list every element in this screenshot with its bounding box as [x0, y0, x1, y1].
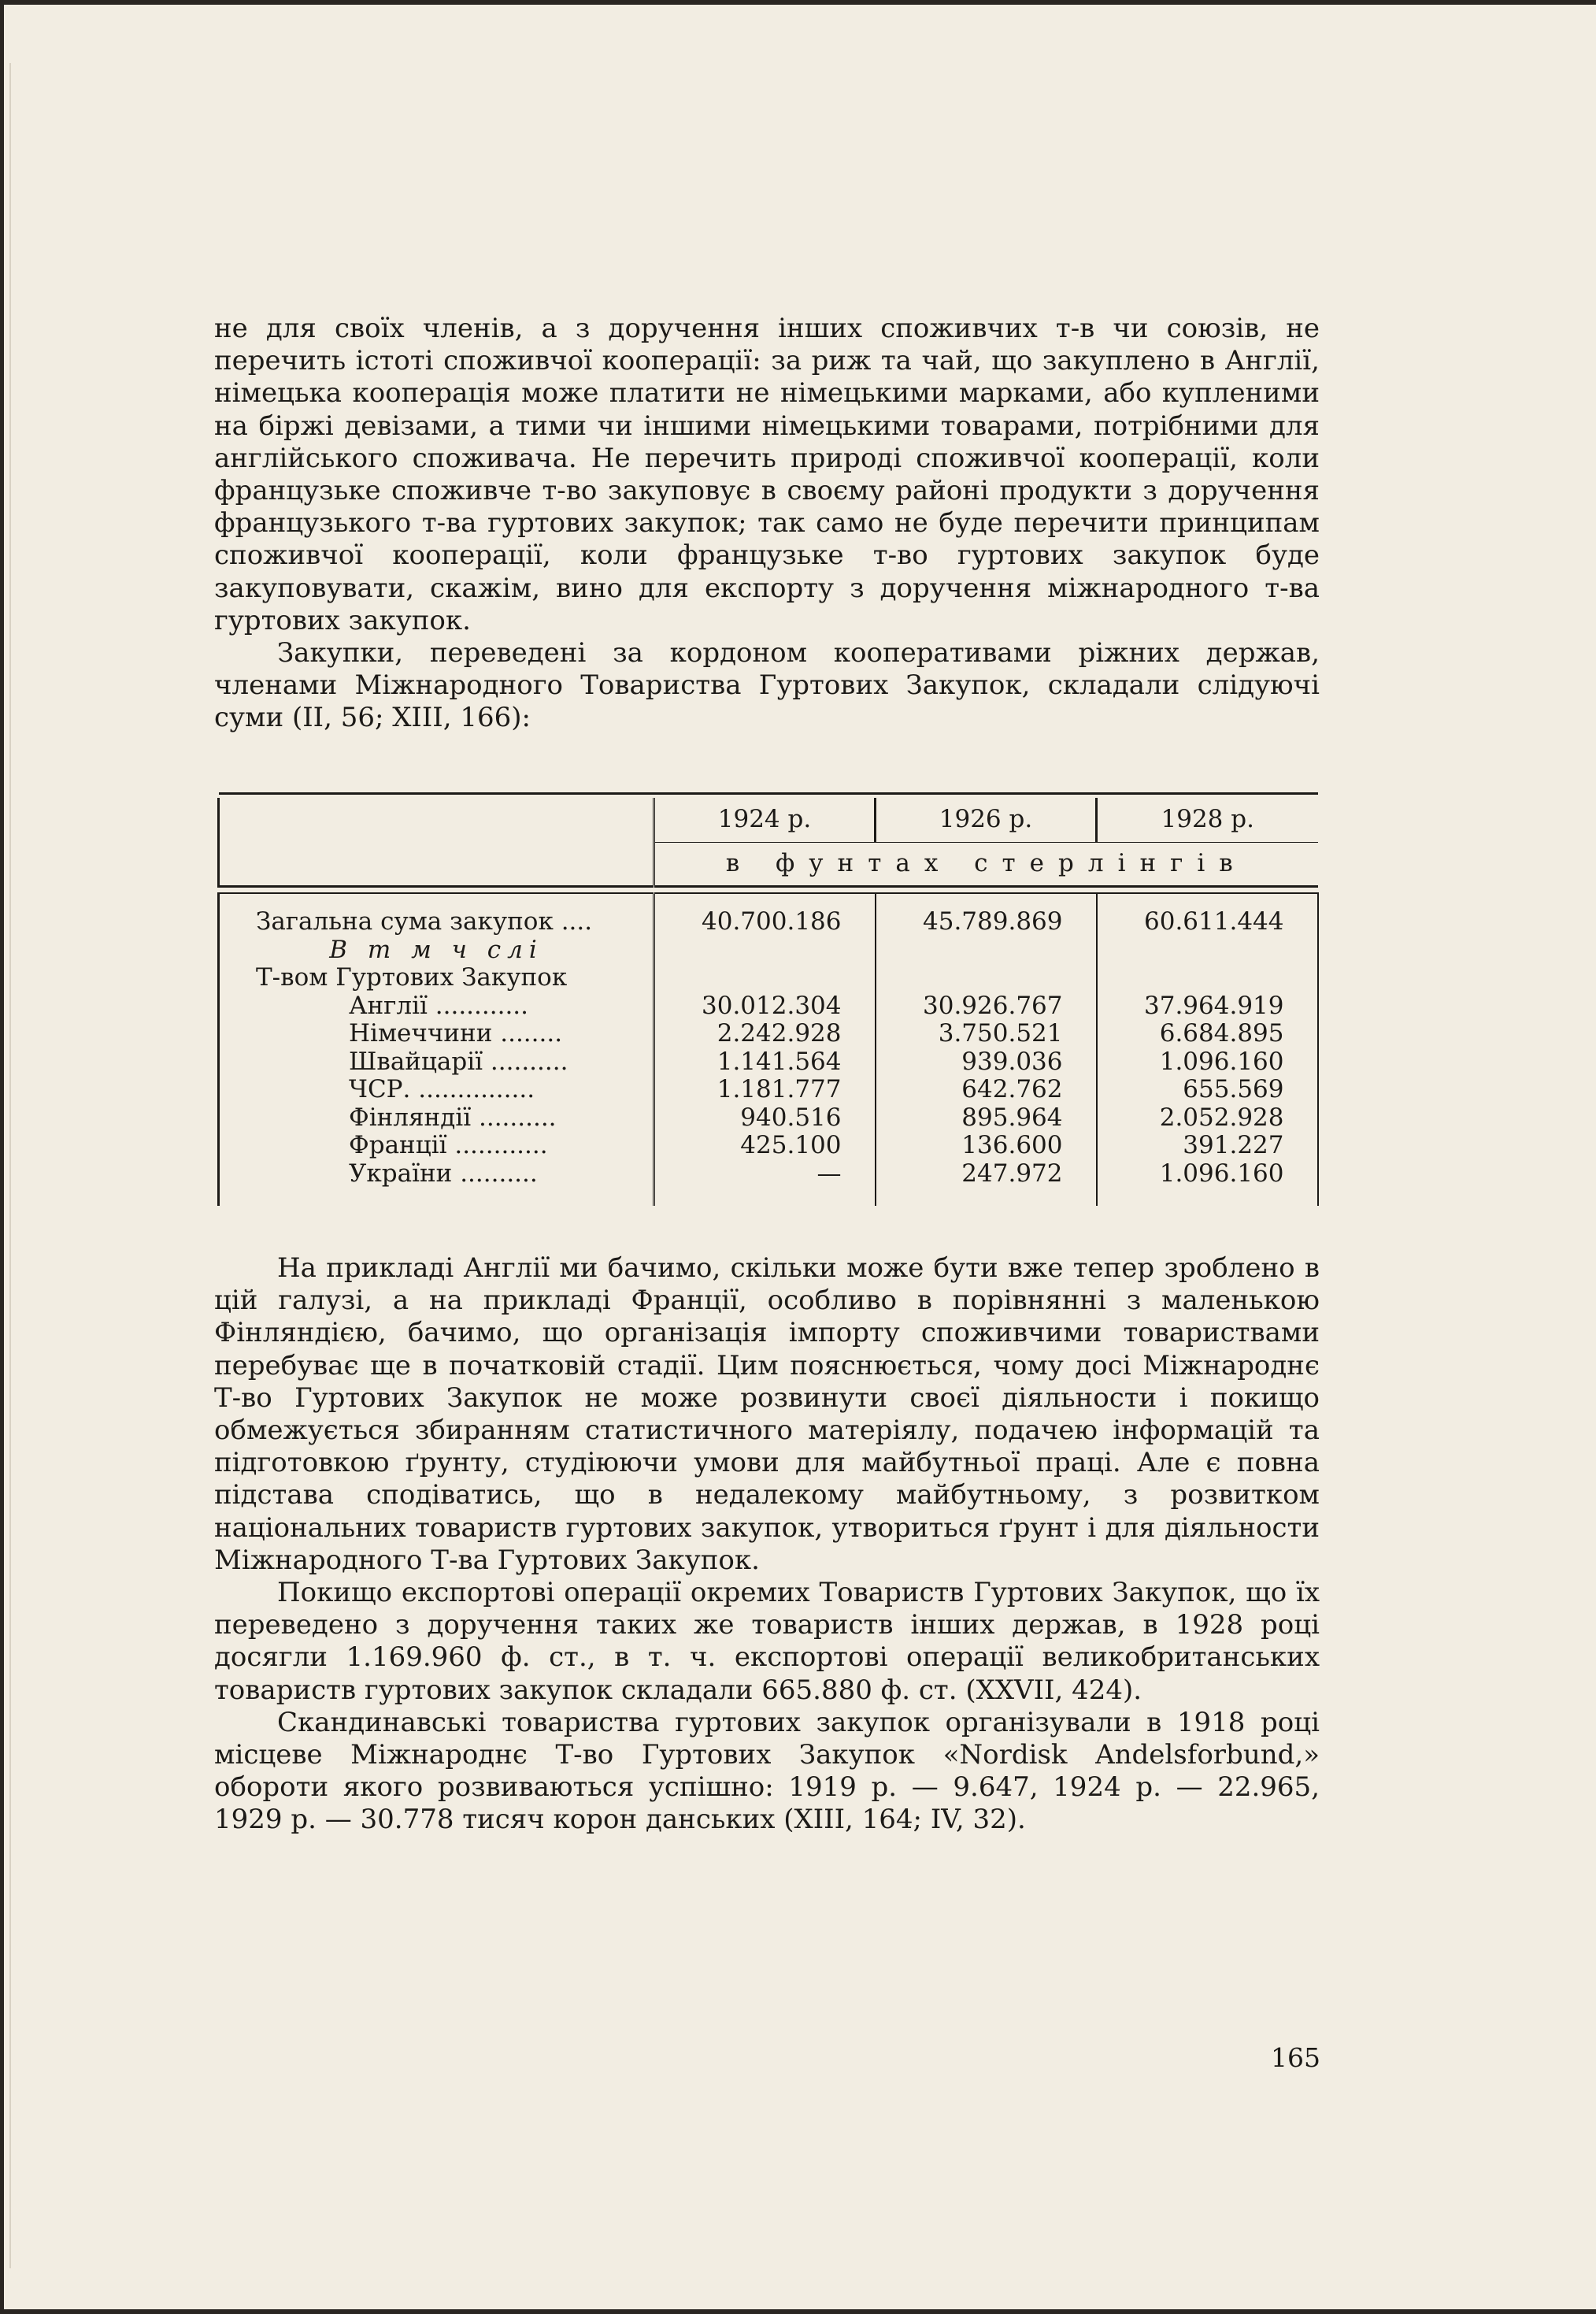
- table-row-total: [219, 908, 1318, 936]
- cell-value: 37.964.919: [1097, 992, 1318, 1021]
- purchases-table: [217, 792, 1316, 1230]
- units-header: в фунтах стерлінгів: [654, 843, 1318, 887]
- table-year-header: [219, 798, 1318, 843]
- cell-value: 642.762: [876, 1076, 1097, 1104]
- table-spacer: [219, 893, 1318, 908]
- stub-header-cell: [219, 843, 654, 887]
- row-label-group: Т-вом Гуртових Закупок: [219, 964, 654, 992]
- page-edge-top: [0, 0, 1596, 5]
- table-row-including: [219, 936, 1318, 965]
- row-label: ЧСР. ...............: [219, 1076, 654, 1104]
- year-header-1924: 1924 р.: [654, 798, 876, 843]
- cell-total-1928: 60.611.444: [1097, 908, 1318, 936]
- table-header-rule: [219, 887, 1318, 894]
- cell-value: 940.516: [654, 1104, 876, 1133]
- row-label-including: В т м ч слі: [219, 936, 654, 965]
- table-row: [219, 1048, 1318, 1077]
- paragraph-export-operations: Покищо експортові операції окремих Товариств Гуртових Закупок, що їх переведено з доручення таких же товариств інших держав, в 1928 році досягли 1.169.960 ф. ст., в т. ч. експортові операції великобританських товариств гуртових закупок складали 665.880 ф. ст. (XXVII, 424).: [214, 1577, 1320, 1706]
- cell-value: 247.972: [876, 1160, 1097, 1206]
- cell-value: 6.684.895: [1097, 1020, 1318, 1048]
- row-label: Фінляндії ..........: [219, 1104, 654, 1133]
- row-label: України ..........: [219, 1160, 654, 1206]
- cell-value: 1.181.777: [654, 1076, 876, 1104]
- cell-value: 425.100: [654, 1132, 876, 1160]
- page-fold-line: [9, 63, 11, 2268]
- cell-value: 1.096.160: [1097, 1160, 1318, 1206]
- cell-value: 655.569: [1097, 1076, 1318, 1104]
- cell-total-1924: 40.700.186: [654, 908, 876, 936]
- table-row: [219, 1076, 1318, 1104]
- row-label: Німеччини ........: [219, 1020, 654, 1048]
- stub-header-cell: [219, 798, 654, 843]
- year-header-1928: 1928 р.: [1097, 798, 1318, 843]
- cell-value: 391.227: [1097, 1132, 1318, 1160]
- cell-value: 30.926.767: [876, 992, 1097, 1021]
- cell-value: 1.096.160: [1097, 1048, 1318, 1077]
- paragraph-continuation: не для своїх членів, а з доручення інших споживчих т-в чи союзів, не перечить істоті споживчої кооперації: за риж та чай, що закуплено в Англії, німецька кооперація може платити не німецькими марками, або купленими на біржі девізами, а тими чи іншими німецькими товарами, потрібними для англійського споживача. Не перечить природі споживчої кооперації, коли французьке споживче т-во закуповує в своєму районі продукти з доручення французького т-ва гуртових закупок; так само не буде перечити принципам споживчої кооперації, коли французьке т-во гуртових закупок буде закуповувати, скажім, вино для експорту з доручення міжнародного т-ва гуртових закупок.: [214, 313, 1320, 636]
- bottom-text-block: [214, 1252, 1320, 1837]
- table-row: [219, 1160, 1318, 1206]
- page-edge-bottom: [0, 2309, 1596, 2314]
- page-edge-left: [0, 0, 4, 2314]
- table-units-header: [219, 843, 1318, 887]
- row-label: Англії ............: [219, 992, 654, 1021]
- cell-value: 3.750.521: [876, 1020, 1097, 1048]
- row-label: Франції ............: [219, 1132, 654, 1160]
- paragraph-england-example: На прикладі Англії ми бачимо, скільки може бути вже тепер зроблено в цій галузі, а на прикладі Франції, особливо в порівнянні з маленькою Фінляндією, бачимо, що організація імпорту споживчими товариствами перебуває ще в початковій стадії. Цим пояснюється, чому досі Міжнароднє Т-во Гуртових Закупок не може розвинути своєї діяльности і покищо обмежується збиранням статистичного матеріялу, подачею інформацій та підготовкою ґрунту, студіюючи умови для майбутньої праці. Але є повна підстава сподіватись, що в недалекому майбутньому, з розвитком національних товариств гуртових закупок, утвориться ґрунт і для діяльности Міжнародного Т-ва Гуртових Закупок.: [214, 1252, 1320, 1576]
- row-label: Швайцарії ..........: [219, 1048, 654, 1077]
- cell-total-1926: 45.789.869: [876, 908, 1097, 936]
- cell-value: —: [654, 1160, 876, 1206]
- table-row: [219, 1020, 1318, 1048]
- cell-value: 1.141.564: [654, 1048, 876, 1077]
- cell-value: 939.036: [876, 1048, 1097, 1077]
- table-row-group: [219, 964, 1318, 992]
- year-header-1926: 1926 р.: [876, 798, 1097, 843]
- cell-value: 2.052.928: [1097, 1104, 1318, 1133]
- table-row: [219, 1104, 1318, 1133]
- cell-value: 895.964: [876, 1104, 1097, 1133]
- cell-value: 2.242.928: [654, 1020, 876, 1048]
- cell-value: 30.012.304: [654, 992, 876, 1021]
- table-row: [219, 992, 1318, 1021]
- table-row: [219, 1132, 1318, 1160]
- page-number: 165: [1271, 2042, 1320, 2073]
- cell-value: 136.600: [876, 1132, 1097, 1160]
- paragraph-scandinavian: Скандинавські товариства гуртових закупок організували в 1918 році місцеве Міжнароднє Т-во Гуртових Закупок «Nordisk Andelsforbund,» обороти якого розвиваються успішно: 1919 р. — 9.647, 1924 р. — 22.965, 1929 р. — 30.778 тисяч корон данських (XIII, 164; IV, 32).: [214, 1706, 1320, 1836]
- paragraph-table-intro: Закупки, переведені за кордоном кооперативами ріжних держав, членами Міжнародного Товариства Гуртових Закупок, складали слідуючі суми (II, 56; XIII, 166):: [214, 637, 1320, 734]
- top-text-block: [214, 313, 1320, 735]
- row-label-total: Загальна сума закупок ....: [219, 908, 654, 936]
